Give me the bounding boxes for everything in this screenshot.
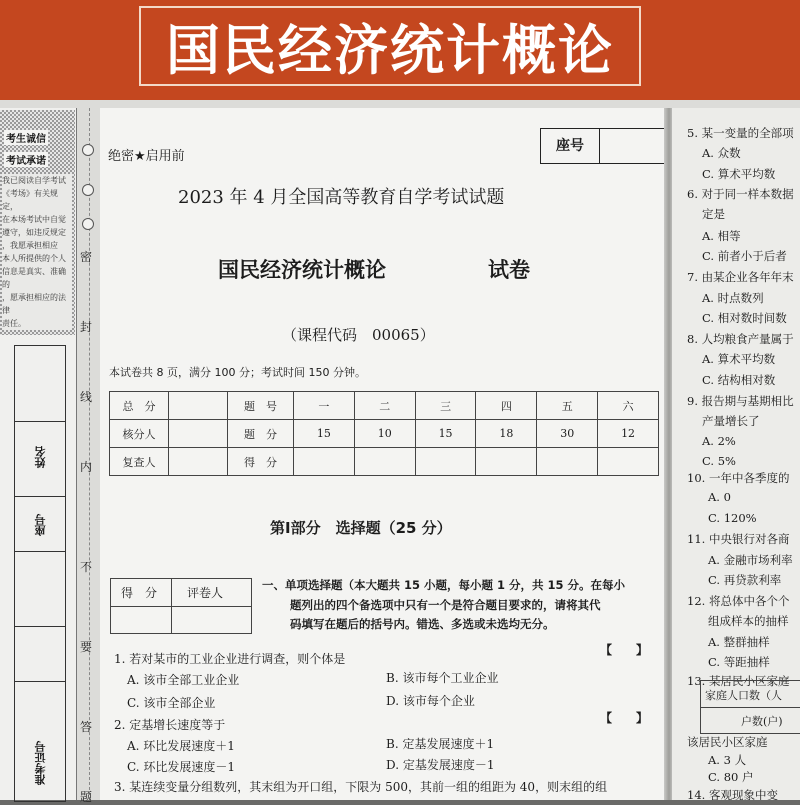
next-page-line: 6. 对于同一样本数据 — [687, 187, 794, 201]
next-page-line: 该居民小区家庭 — [687, 735, 768, 749]
next-page-line: A. 众数 — [702, 146, 741, 160]
seal-char: 内 — [80, 460, 93, 474]
household-table-row2: 户数(户) — [741, 715, 783, 728]
exam-id-label: 准考证号 — [34, 741, 47, 785]
part-title: 第Ⅰ部分 选择题（25 分） — [270, 519, 452, 537]
pledge-line: 本人所提供的个人 — [2, 254, 66, 263]
next-page-line: 组成样本的抽样 — [708, 614, 789, 628]
next-page-line: 产量增长了 — [702, 414, 760, 428]
next-page-line: C. 算术平均数 — [702, 167, 776, 181]
answer-bracket: 【 】 — [600, 643, 649, 657]
pledge-line: 责任。 — [2, 319, 26, 328]
question-1-option-a: A. 该市全部工业企业 — [127, 673, 240, 687]
question-3-stem: 3. 某连续变量分组数列，其末组为开口组，下限为 500，其前一组的组距为 40，则末组的组 — [114, 780, 608, 794]
next-page-line: A. 2% — [702, 434, 736, 448]
household-table-row1: 家庭人口数（人 — [705, 689, 782, 702]
next-page-line: 13. 某居民小区家庭 — [687, 674, 790, 688]
pledge-line: 《考场》有关规定， — [2, 189, 58, 211]
pledge-title-1: 考生诚信 — [4, 130, 48, 145]
course-code: （课程代码 00065） — [282, 326, 435, 344]
next-page-line: C. 再贷款利率 — [708, 573, 782, 587]
integrity-pledge-box — [0, 110, 75, 335]
next-page-line: A. 相等 — [702, 229, 741, 243]
pledge-line: ，愿承担相应的法律 — [2, 293, 66, 315]
section-intro-line-1: 一、单项选择题（本大题共 15 小题，每小题 1 分，共 15 分。在每小 — [262, 578, 626, 592]
next-page-line: A. 整群抽样 — [708, 635, 770, 649]
binding-hole — [82, 218, 94, 230]
pledge-line: 我已阅读自学考试 — [2, 176, 66, 185]
instructions: 本试卷共 8 页，满分 100 分；考试时间 150 分钟。 — [109, 366, 366, 379]
seal-char: 不 — [80, 560, 93, 574]
title-banner — [0, 0, 800, 100]
question-1-option-c: C. 该市全部企业 — [127, 696, 216, 710]
grade-box — [110, 578, 252, 634]
next-page-line: C. 80 户 — [708, 770, 754, 784]
candidate-info-box — [14, 345, 66, 802]
name-label: 姓名 — [34, 446, 47, 468]
course-title: 国民经济统计概论 — [218, 257, 386, 282]
next-page-line: A. 0 — [708, 490, 731, 504]
seal-char: 题 — [80, 790, 93, 804]
seal-char: 线 — [80, 390, 93, 404]
banner-title: 国民经济统计概论 — [166, 18, 614, 82]
next-page-line: 12. 将总体中各个个 — [687, 594, 790, 608]
seal-char: 要 — [80, 640, 93, 654]
next-page-line: 14. 客观现象中变 — [687, 788, 778, 800]
exam-title: 2023 年 4 月全国高等教育自学考试试题 — [178, 187, 505, 208]
next-page-line: 8. 人均粮食产量属于 — [687, 332, 794, 346]
section-intro-line-2: 题列出的四个备选项中只有一个是符合题目要求的，请将其代 — [290, 598, 601, 612]
pledge-line: 信息是真实、准确的 — [2, 267, 66, 289]
seat-box-label: 座号 — [541, 129, 600, 163]
next-page-line: C. 前者小于后者 — [702, 249, 787, 263]
next-page-line: A. 时点数列 — [702, 291, 764, 305]
binding-hole — [82, 144, 94, 156]
next-page-line: 7. 由某企业各年年末 — [687, 270, 794, 284]
next-page-line: C. 5% — [702, 454, 736, 468]
answer-bracket: 【 】 — [600, 711, 649, 725]
pledge-text — [2, 174, 72, 330]
question-1-option-b: B. 该市每个工业企业 — [386, 671, 499, 685]
grade-score-label: 得 分 — [121, 586, 158, 600]
question-2-option-c: C. 环比发展速度－1 — [127, 760, 236, 774]
seat-number-box — [540, 128, 665, 164]
question-1-stem: 1. 若对某市的工业企业进行调查，则个体是 — [114, 652, 346, 666]
next-page-line: 9. 报告期与基期相比 — [687, 394, 794, 408]
seat-label: 座号 — [34, 514, 47, 536]
next-page-line: 11. 中央银行对各商 — [687, 532, 790, 546]
household-table — [700, 680, 800, 734]
score-table — [109, 391, 659, 476]
question-2-option-a: A. 环比发展速度＋1 — [127, 739, 235, 753]
next-page-line: C. 相对数时间数 — [702, 311, 787, 325]
pledge-line: 遵守，如违反规定 — [2, 228, 66, 237]
question-2-stem: 2. 定基增长速度等于 — [114, 718, 226, 732]
next-page-line: C. 等距抽样 — [708, 655, 770, 669]
question-2-option-d: D. 定基发展速度－1 — [386, 758, 495, 772]
question-2-option-b: B. 定基发展速度＋1 — [386, 737, 495, 751]
table-row: 总 分 题 号 一 二 三 四 五 六 — [110, 392, 659, 420]
confidential-mark: 绝密★启用前 — [108, 149, 185, 164]
banner-frame — [139, 6, 641, 86]
seal-char: 答 — [80, 720, 93, 734]
seal-char: 封 — [80, 320, 93, 334]
next-page-line: A. 金融市场利率 — [708, 553, 793, 567]
table-row: 核分人 题 分 15 10 15 18 30 12 — [110, 420, 659, 448]
pledge-line: 在本场考试中自觉 — [2, 215, 66, 224]
next-page-line: C. 结构相对数 — [702, 373, 776, 387]
grade-grader-label: 评卷人 — [187, 586, 224, 600]
pledge-title-2: 考试承诺 — [4, 152, 48, 167]
section-intro-line-3: 码填写在题后的括号内。错选、多选或未选均无分。 — [290, 617, 555, 631]
next-page-line: 5. 某一变量的全部项 — [687, 126, 794, 140]
question-1-option-d: D. 该市每个企业 — [386, 694, 475, 708]
next-page-line: 10. 一年中各季度的 — [687, 471, 790, 485]
table-row: 复查人 得 分 — [110, 448, 659, 476]
next-page-line: C. 120% — [708, 511, 757, 525]
seal-column — [78, 108, 100, 804]
binding-hole — [82, 184, 94, 196]
paper-label: 试卷 — [488, 257, 530, 282]
pledge-line: ，我愿承担相应 — [2, 241, 58, 250]
next-page-line: 定是 — [702, 207, 725, 221]
next-page-line: A. 算术平均数 — [702, 352, 776, 366]
seal-char: 密 — [80, 250, 93, 264]
next-page-line: A. 3 人 — [708, 753, 747, 767]
